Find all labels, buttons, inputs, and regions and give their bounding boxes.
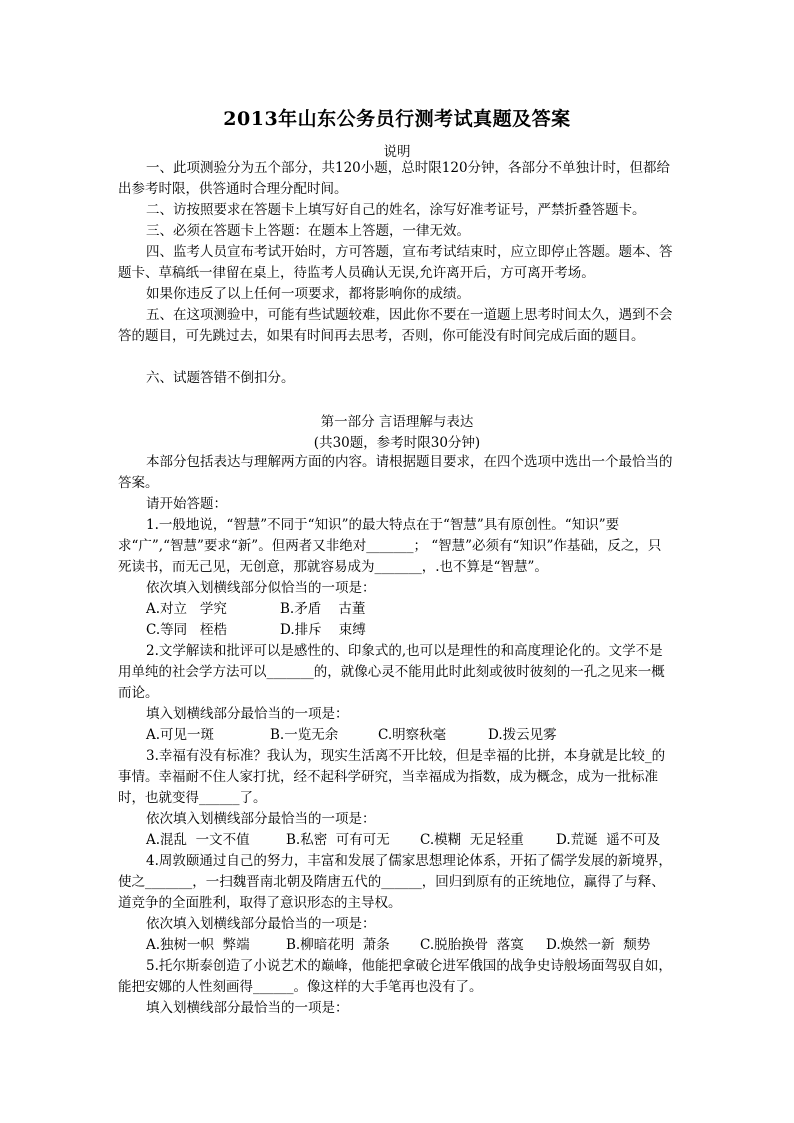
instructions-heading: 说明 (383, 144, 411, 160)
part1-description: 本部分包括表达与理解两方面的内容。请根据题目要求，在四个选项中选出一个最恰当的答案。 (118, 454, 673, 491)
question-1-option-d: D.排斥 束缚 (280, 622, 366, 638)
question-4-prompt: 依次填入划横线部分最恰当的一项是： (146, 916, 376, 932)
question-3-option-c: C.模糊 无足轻重 (420, 832, 524, 848)
instruction-3: 三、必须在答题卡上答题：在题本上答题，一律无效。 (146, 223, 470, 239)
part1-heading: 第一部分 言语理解与表达 (320, 414, 474, 430)
instruction-1: 一、此项测验分为五个部分，共120小题，总时限120分钟，各部分不单独计时，但都给出参考时限，供答通时合理分配时间。 (118, 160, 671, 197)
question-2-prompt: 填入划横线部分最恰当的一项是： (146, 706, 349, 722)
question-4-option-c: C.脱胎换骨 落寞 (420, 937, 524, 953)
instruction-6: 五、在这项测验中，可能有些试题较难，因此你不要在一道题上思考时间太久，遇到不会答的题目，可先跳过去，如果有时间再去思考，否则，你可能没有时间完成后面的题目。 (118, 307, 673, 344)
instruction-2: 二、访按照要求在答题卡上填写好自己的姓名，涂写好准考证号，严禁折叠答题卡。 (146, 202, 646, 218)
question-3-option-b: B.私密 可有可无 (286, 832, 390, 848)
question-5-stem: 5.托尔斯泰创造了小说艺术的巅峰，他能把拿破仑进军俄国的战争史诗般场面驾驭自如，能把安娜的人性刻画得______。像这样的大手笔再也没有了。 (118, 958, 672, 995)
question-3-stem: 3.幸福有没有标准？我认为，现实生活离不开比较，但是幸福的比拼，本身就是比较_的事情。幸福耐不住人家打扰，经不起科学研究，当幸福成为指数，成为概念，成为一批标准 时，也就变得______了。 (118, 748, 666, 806)
instruction-7: 六、试题答错不倒扣分。 (146, 370, 295, 386)
question-4-option-a: A.独树一帜 弊端 (146, 937, 250, 953)
question-3-prompt: 依次填入划横线部分最恰当的一项是： (146, 811, 376, 827)
question-2-option-b: B.一览无余 (270, 727, 339, 743)
question-2-option-d: D.拨云见雾 (488, 727, 557, 743)
question-4-stem: 4.周敦颐通过自己的努力，丰富和发展了儒家思想理论体系，开拓了儒学发展的新境界，使之_______，一扫魏晋南北朝及隋唐五代的______，回归到原有的正统地位，赢得了与释、道竞争的全面胜利，取得了意识形态的主导权。 (118, 853, 672, 911)
instruction-5: 如果你违反了以上任何一项要求，都将影响你的成绩。 (146, 286, 470, 302)
question-5-prompt: 填入划横线部分最恰当的一项是： (146, 1000, 349, 1016)
instruction-4: 四、监考人员宣布考试开始时，方可答题，宣布考试结束时，应立即停止答题。题本、答题卡、草稿纸一律留在桌上，待监考人员确认无误,允许离开后，方可离开考场。 (118, 244, 673, 281)
question-3-option-a: A.混乱 一文不值 (146, 832, 250, 848)
question-4-option-b: B.柳暗花明 萧条 (286, 937, 390, 953)
question-2-option-a: A.可见一斑 (146, 727, 215, 743)
start-prompt: 请开始答题： (146, 496, 227, 512)
document-title: 2013年山东公务员行测考试真题及答案 (223, 108, 571, 130)
question-2-stem: 2.文学解读和批评可以是感性的、印象式的,也可以是理性的和高度理论化的。文学不是用单纯的社会学方法可以_______的，就像心灵不能用此时此刻或彼时彼刻的一孔之见来一概而论。 (118, 643, 665, 701)
part1-subheading: (共30题，参考时限30分钟) (313, 435, 481, 451)
question-3-option-d: D.荒诞 遥不可及 (556, 832, 661, 848)
question-1-option-a: A.对立 学究 (146, 601, 227, 617)
question-1-stem: 1.一般地说，“智慧”不同于“知识”的最大特点在于“智慧”具有原创性。“知识”要求“广”,“智慧”要求“新”。但两者又非绝对_______； “智慧”必须有“知识”作基础，反之，只死读书，而无己见，无创意，那就容易成为_______，.也不算是“智慧”。 (118, 517, 662, 575)
question-2-option-c: C.明察秋毫 (378, 727, 447, 743)
question-1-prompt: 依次填入划横线部分似恰当的一项是： (146, 580, 376, 596)
question-4-option-d: D.焕然一新 颓势 (546, 937, 651, 953)
question-1-option-c: C.等同 桎梏 (146, 622, 228, 638)
question-1-option-b: B.矛盾 古董 (280, 601, 366, 617)
